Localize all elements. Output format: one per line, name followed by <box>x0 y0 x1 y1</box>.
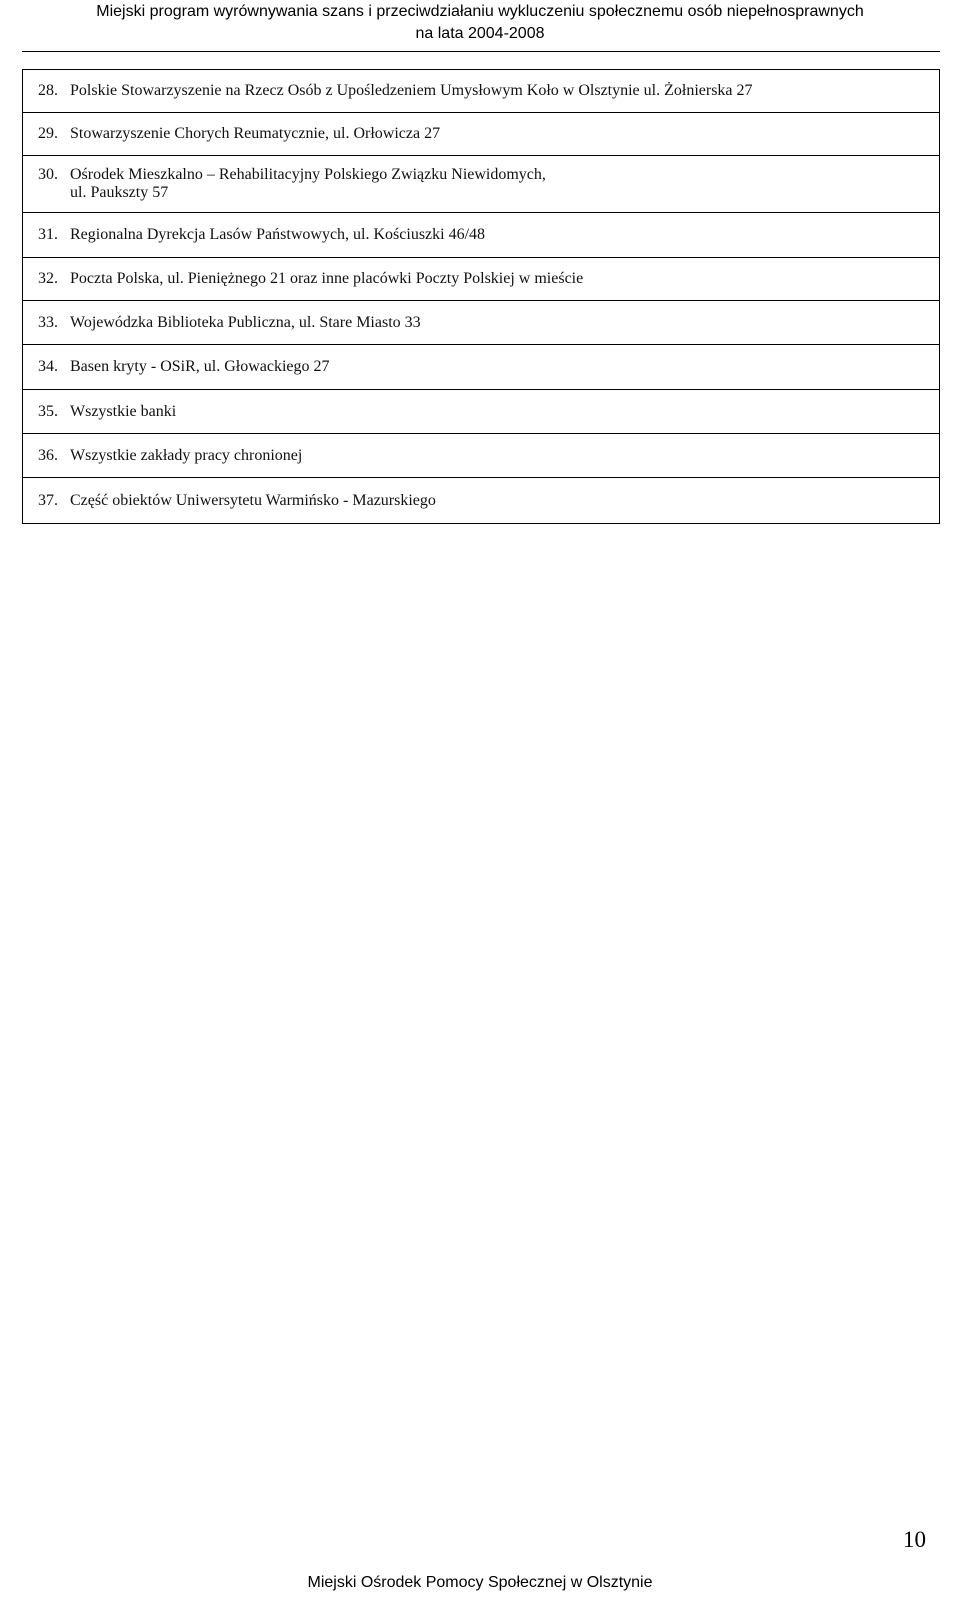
item-number: 32. <box>38 270 58 287</box>
list-item <box>23 390 940 434</box>
item-number: 30. <box>38 166 58 183</box>
table-row <box>23 434 940 478</box>
list-item <box>23 301 940 345</box>
table-row <box>23 258 940 301</box>
header-divider <box>22 51 940 52</box>
item-text: Ośrodek Mieszkalno – Rehabilitacyjny Polskiego Związku Niewidomych, <box>70 166 546 183</box>
item-text: Stowarzyszenie Chorych Reumatycznie, ul. Orłowicza 27 <box>70 125 441 142</box>
table-row <box>23 345 940 390</box>
table-row <box>23 301 940 345</box>
item-text-continuation: ul. Paukszty 57 <box>70 184 169 201</box>
table-row <box>23 113 940 156</box>
item-number: 33. <box>38 313 58 331</box>
item-text: Wojewódzka Biblioteka Publiczna, ul. Stare Miasto 33 <box>70 313 421 331</box>
item-text: Regionalna Dyrekcja Lasów Państwowych, ul. Kościuszki 46/48 <box>70 226 486 243</box>
header-title: Miejski program wyrównywania szans i przeciwdziałaniu wykluczeniu społecznemu osób niepełnosprawnych <box>96 3 864 20</box>
item-text: Wszystkie zakłady pracy chronionej <box>70 446 303 464</box>
page-header <box>0 0 960 45</box>
item-number: 31. <box>38 226 58 243</box>
list-item <box>23 70 940 113</box>
table-row <box>23 478 940 524</box>
list-item <box>23 213 940 258</box>
item-number: 35. <box>38 402 58 420</box>
item-text: Polskie Stowarzyszenie na Rzecz Osób z Upośledzeniem Umysłowym Koło w Olsztynie ul. Żołnierska 27 <box>70 82 753 99</box>
page-number: 10 <box>903 1527 926 1552</box>
table-row <box>23 390 940 434</box>
list-item <box>23 478 940 524</box>
item-text: Basen kryty - OSiR, ul. Głowackiego 27 <box>70 358 330 375</box>
header-subtitle: na lata 2004-2008 <box>415 25 545 42</box>
list-item <box>23 345 940 390</box>
institutions-table <box>22 69 940 524</box>
item-number: 37. <box>38 491 58 509</box>
item-number: 36. <box>38 446 58 464</box>
item-number: 34. <box>38 358 58 375</box>
list-item <box>23 113 940 156</box>
list-item <box>23 156 940 213</box>
page-footer: Miejski Ośrodek Pomocy Społecznej w Olsztynie <box>307 1574 653 1591</box>
list-item <box>23 434 940 478</box>
item-text: Część obiektów Uniwersytetu Warmińsko - Mazurskiego <box>70 491 436 509</box>
table-row <box>23 213 940 258</box>
list-item <box>23 258 940 301</box>
item-text: Wszystkie banki <box>70 402 177 420</box>
item-number: 28. <box>38 82 58 99</box>
table-row <box>23 70 940 113</box>
item-number: 29. <box>38 125 58 142</box>
item-text: Poczta Polska, ul. Pieniężnego 21 oraz inne placówki Poczty Polskiej w mieście <box>70 270 584 287</box>
table-row <box>23 156 940 213</box>
